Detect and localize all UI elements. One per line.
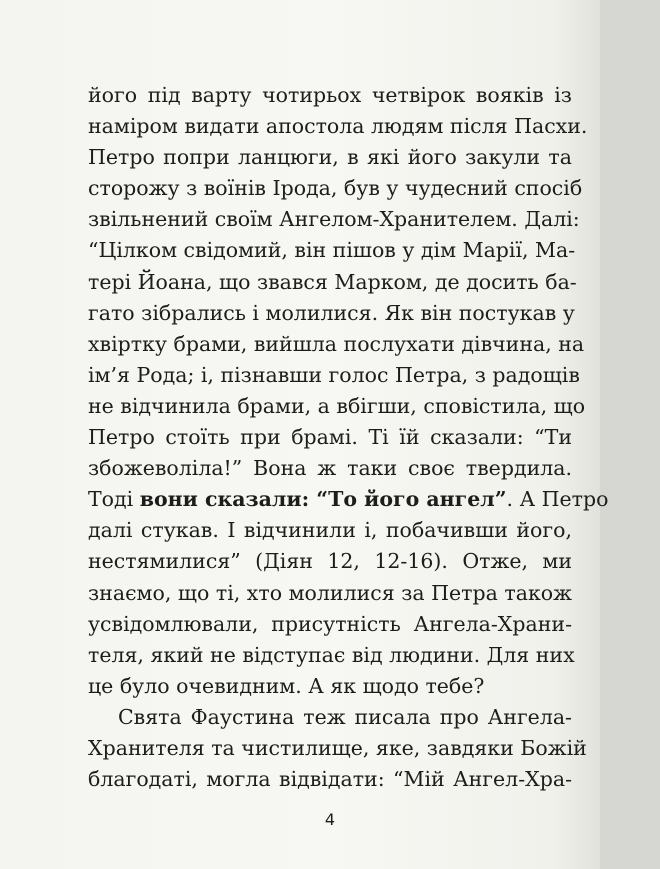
text-line: Хранителя та чистилище, яке, завдяки Божій — [88, 735, 587, 760]
text-line: не відчинила брами, а вбігши, сповістила, що — [88, 393, 586, 418]
text-line: теля, який не відступає від людини. Для них — [88, 642, 575, 667]
line-prefix: Тоді — [88, 487, 140, 512]
text-line: звільнений своїм Ангелом-Хранителем. Далі: — [88, 207, 580, 232]
bold-quote: вони сказали: “То його ангел” — [139, 487, 507, 512]
text-line: гато зібрались і молилися. Як він постукав у — [88, 300, 575, 325]
text-line: наміром видати апостола людям після Пасхи. — [88, 114, 588, 139]
body-text — [88, 80, 609, 795]
text-line: нестямилися” (Діян 12, 12-16). Отже, ми — [88, 549, 572, 574]
text-line: Петро попри ланцюги, в які його закули та — [88, 145, 572, 170]
text-line: “Цілком свідомий, він пішов у дім Марії, Ма- — [88, 238, 576, 263]
text-line-with-bold — [88, 484, 609, 515]
page-number: 4 — [324, 810, 336, 829]
text-line: знаємо, що ті, хто молилися за Петра також — [88, 580, 572, 605]
text-line: Петро стоїть при брамі. Ті їй сказали: “Ти — [88, 425, 572, 450]
text-line: благодаті, могла відвідати: “Мій Ангел-Хра- — [88, 767, 572, 792]
paragraph-first-line: Свята Фаустина теж писала про Ангела- — [118, 704, 572, 729]
paragraph-end-line: це було очевидним. А як щодо тебе? — [88, 673, 485, 698]
text-line: ім’я Рода; і, пізнавши голос Петра, з радощів — [88, 362, 580, 387]
text-line: усвідомлювали, присутність Ангела-Храни- — [88, 611, 572, 636]
text-line: тері Йоана, що звався Марком, де досить ба- — [88, 269, 577, 294]
text-line: далі стукав. І відчинили і, побачивши його, — [88, 518, 572, 543]
text-line: збожеволіла!” Вона ж таки своє твердила. — [88, 456, 572, 481]
text-line: сторожу з воїнів Ірода, був у чудесний спосіб — [88, 176, 583, 201]
text-line: його під варту чотирьох четвірок вояків із — [88, 83, 572, 107]
text-line: хвіртку брами, вийшла послухати дівчина, на — [88, 331, 585, 356]
line-suffix: . А Петро — [506, 487, 609, 512]
